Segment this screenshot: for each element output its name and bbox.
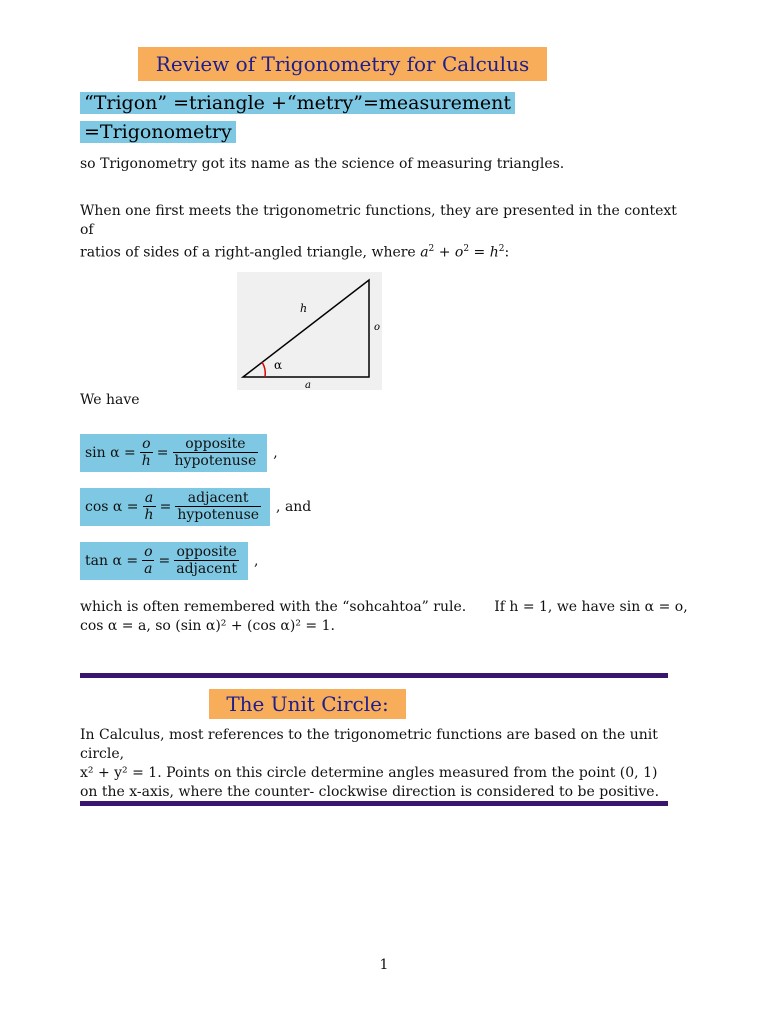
- sin-frac-1: [140, 436, 153, 470]
- we-have-text: We have: [80, 392, 140, 408]
- tan-n1: o: [144, 544, 153, 560]
- context-line-2-text: ratios of sides of a right-angled triangle, where: [80, 244, 416, 261]
- etymology-line-2: [80, 118, 236, 146]
- tan-lhs: tan α =: [85, 553, 139, 569]
- context-paragraph: [80, 202, 680, 263]
- tan-frac-1: [142, 544, 154, 578]
- sohcahtoa-paragraph: [80, 598, 700, 636]
- tan-d1: a: [144, 561, 153, 577]
- sohcahtoa-line-2: cos α = a, so (sin α)² + (cos α)² = 1.: [80, 618, 335, 634]
- sin-n2: opposite: [185, 436, 246, 452]
- angle-label: α: [274, 358, 283, 372]
- cos-frac-2: [175, 490, 261, 524]
- right-triangle-figure: [237, 272, 382, 390]
- unit-circle-heading: The Unit Circle:: [209, 689, 406, 719]
- cos-lhs: cos α =: [85, 499, 139, 515]
- tan-formula: tan α = $\frac{o}{a}$ = $\frac{\text{opposite}}{\text{adjacent}}$: [80, 542, 248, 580]
- tan-formula-row: [80, 542, 258, 580]
- page-number: 1: [379, 957, 389, 973]
- sohcahtoa-line-1a: which is often remembered with the “sohcahtoa” rule.: [80, 599, 467, 615]
- sin-formula: sin α = $\frac{o}{h}$ = $\frac{\text{opposite}}{\text{hypotenuse}}$: [80, 434, 267, 472]
- triangle-diagram: [237, 272, 382, 390]
- cos-n1: a: [144, 490, 154, 506]
- cos-frac-1: [143, 490, 156, 524]
- page-title: Review of Trigonometry for Calculus: [138, 47, 547, 81]
- sin-d1: h: [141, 453, 151, 469]
- sin-formula-row: [80, 434, 278, 472]
- unit-line-1: In Calculus, most references to the trigonometric functions are based on the unit circle,: [80, 727, 658, 762]
- hyp-label: h: [300, 302, 308, 315]
- cos-formula: cos α = $\frac{a}{h}$ = $\frac{\text{adjacent}}{\text{hypotenuse}}$: [80, 488, 270, 526]
- cos-d2: hypotenuse: [177, 507, 260, 523]
- unit-circle-paragraph: [80, 726, 690, 802]
- tan-after: ,: [254, 553, 259, 569]
- sohcahtoa-line-1: [80, 598, 700, 617]
- unit-line-3: on the x-axis, where the counter- clockwise direction is considered to be positive.: [80, 784, 660, 800]
- cos-after: , and: [276, 499, 312, 515]
- cos-d1: h: [144, 507, 154, 523]
- sin-d2: hypotenuse: [174, 453, 257, 469]
- tan-n2: opposite: [176, 544, 237, 560]
- unit-line-2: x² + y² = 1. Points on this circle determine angles measured from the point (0, 1): [80, 765, 658, 781]
- etymology-highlight-1: “Trigon” =triangle +“metry”=measurement: [80, 92, 515, 114]
- sin-frac-2: [173, 436, 259, 470]
- opp-label: o: [374, 322, 381, 333]
- tan-frac-2: [174, 544, 239, 578]
- etymology-line-1: [80, 89, 515, 117]
- angle-arc: [262, 362, 265, 377]
- cos-formula-row: [80, 488, 311, 526]
- section-divider-bottom: [80, 801, 668, 806]
- sin-lhs: sin α =: [85, 445, 136, 461]
- context-line-2: ratios of sides of a right-angled triangle, where $a^2 + o^2 = h^2$:: [80, 244, 510, 261]
- context-line-1: When one first meets the trigonometric functions, they are presented in the context of: [80, 203, 677, 238]
- etymology-highlight-2: =Trigonometry: [80, 121, 236, 143]
- sohcahtoa-line-1b: If h = 1, we have sin α = o,: [494, 599, 688, 615]
- sin-n1: o: [142, 436, 151, 452]
- tan-d2: adjacent: [176, 561, 238, 577]
- section-divider-top: [80, 673, 668, 678]
- cos-n2: adjacent: [187, 490, 249, 506]
- intro-text: so Trigonometry got its name as the science of measuring triangles.: [80, 156, 565, 172]
- sin-after: ,: [273, 445, 278, 461]
- adj-label: a: [305, 380, 311, 390]
